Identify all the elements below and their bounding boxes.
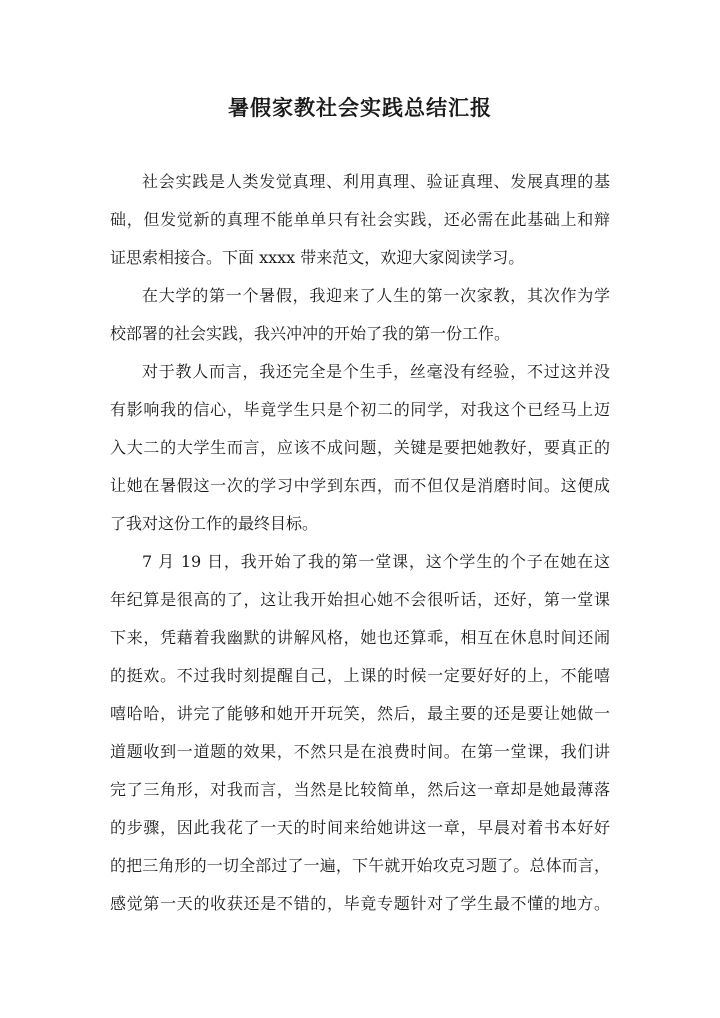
paragraph-4-line-2: 年纪算是很高的了，这让我开始担心她不会很听话，还好，第一堂课 xyxy=(110,590,610,609)
paragraph-2-line-2: 校部署的社会实践，我兴冲冲的开始了我的第一份工作。 xyxy=(110,324,511,343)
paragraph-3-line-4: 让她在暑假这一次的学习中学到东西，而不但仅是消磨时间。这便成 xyxy=(110,476,610,495)
paragraph-3-line-1: 对于教人而言，我还完全是个生手，丝毫没有经验，不过这并没 xyxy=(142,362,610,381)
document-title: 暑假家教社会实践总结汇报 xyxy=(228,95,492,120)
paragraph-3-line-3: 入大二的大学生而言，应该不成问题，关键是要把她教好，要真正的 xyxy=(110,438,610,457)
paragraph-3-line-2: 有影响我的信心，毕竟学生只是个初二的同学，对我这个已经马上迈 xyxy=(110,400,610,419)
paragraph-2-line-1: 在大学的第一个暑假，我迎来了人生的第一次家教，其次作为学 xyxy=(142,286,610,305)
document-body xyxy=(110,163,610,923)
paragraph-4-line-8: 的步骤，因此我花了一天的时间来给她讲这一章，早晨对着书本好好 xyxy=(110,818,610,837)
paragraph-4-line-6: 道题收到一道题的效果，不然只是在浪费时间。在第一堂课，我们讲 xyxy=(110,742,610,761)
paragraph-4-line-10: 感觉第一天的收获还是不错的，毕竟专题针对了学生最不懂的地方。 xyxy=(110,894,610,913)
paragraph-1-line-1: 社会实践是人类发觉真理、利用真理、验证真理、发展真理的基 xyxy=(142,172,610,191)
paragraph-1-line-3: 证思索相接合。下面 xxxx 带来范文，欢迎大家阅读学习。 xyxy=(110,248,525,267)
paragraph-4-line-4: 的挺欢。不过我时刻提醒自己，上课的时候一定要好好的上，不能嘻 xyxy=(110,666,610,685)
paragraph-4-line-7: 完了三角形，对我而言，当然是比较简单，然后这一章却是她最薄落 xyxy=(110,780,610,799)
paragraph-4-line-3: 下来，凭藉着我幽默的讲解风格，她也还算乖，相互在休息时间还闹 xyxy=(110,628,610,647)
paragraph-4-line-5: 嘻哈哈，讲完了能够和她开开玩笑，然后，最主要的还是要让她做一 xyxy=(110,704,610,723)
paragraph-4-line-1: 7 月 19 日，我开始了我的第一堂课，这个学生的个子在她在这 xyxy=(142,552,610,571)
paragraph-1-line-2: 础，但发觉新的真理不能单单只有社会实践，还必需在此基础上和辩 xyxy=(110,210,610,229)
paragraph-3-line-5: 了我对这份工作的最终目标。 xyxy=(110,514,319,533)
paragraph-4-line-9: 的把三角形的一切全部过了一遍，下午就开始攻克习题了。总体而言， xyxy=(110,856,610,875)
